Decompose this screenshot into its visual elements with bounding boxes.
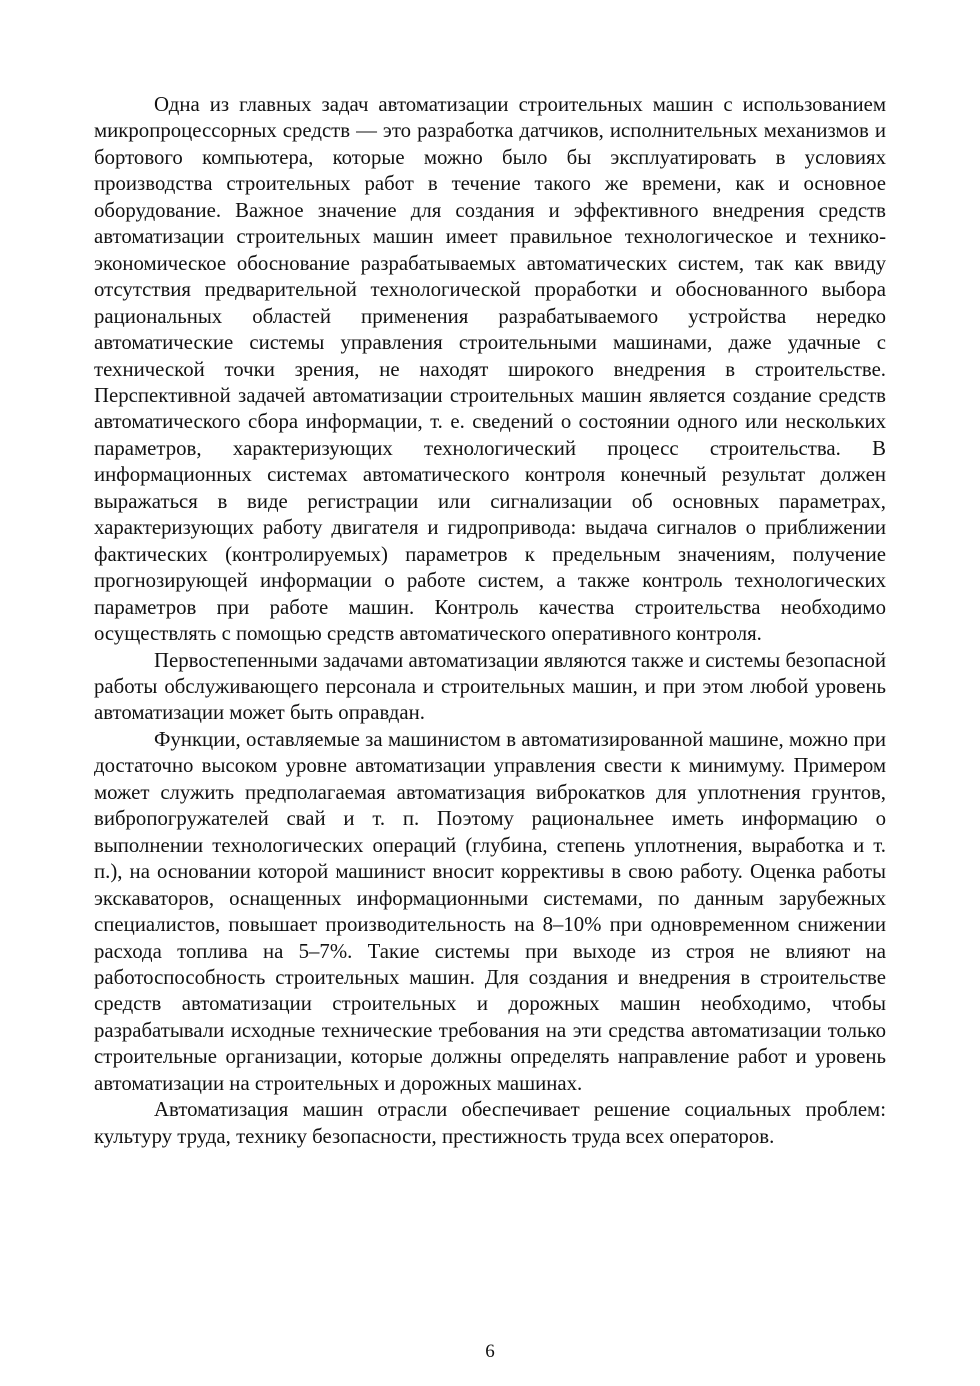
paragraph-operator-functions: Функции, оставляемые за машинистом в автоматизированной машине, можно при достаточно высоком уровне автоматизации управления свести к минимуму. Примером может служить предполагаемая автоматизация виброкатков для уплотнения грунтов, вибропогружателей свай и т. п. Поэтому рациональнее иметь информацию о выполнении технологических операций (глубина, степень уплотнения, выработка и т. п.), на основании которой машинист вносит коррективы в свою работу. Оценка работы экскаваторов, оснащенных информационными системами, по данным зарубежных специалистов, повышает производительность на 8–10% при одновременном снижении расхода топлива на 5–7%. Такие системы при выходе из строя не влияют на работоспособность строительных машин. Для создания и внедрения в строительстве средств автоматизации строительных и дорожных машин необходимо, чтобы разрабатывали исходные технические требования на эти средства автоматизации только строительные организации, которые должны определять направление работ и уровень автоматизации на строительных и дорожных машинах.: [94, 727, 886, 1095]
page-number: 6: [485, 1341, 495, 1362]
paragraph-social-problems: Автоматизация машин отрасли обеспечивает решение социальных проблем: культуру труда, технику безопасности, престижность труда всех операторов.: [94, 1098, 886, 1148]
paragraph-safety-systems: Первостепенными задачами автоматизации являются также и системы безопасной работы обслуживающего персонала и строительных машин, и при этом любой уровень автоматизации может быть оправдан.: [94, 648, 886, 725]
paragraph-automation-tasks: Одна из главных задач автоматизации строительных машин с использованием микропроцессорных средств — это разработка датчиков, исполнительных механизмов и бортового компьютера, которые можно было бы эксплуатировать в условиях производства строительных работ в течение такого же времени, как и основное оборудование. Важное значение для создания и эффективного внедрения средств автоматизации строительных машин имеет правильное технологическое и технико-экономическое обоснование разрабатываемых автоматических систем, так как ввиду отсутствия предварительной технологической проработки и обоснованного выбора рациональных областей применения разрабатываемого устройства нередко автоматические системы управления строительными машинами, даже удачные с технической точки зрения, не находят широкого внедрения в строительстве. Перспективной задачей автоматизации строительных машин является создание средств автоматического сбора информации, т. е. сведений о состоянии одного или нескольких параметров, характеризующих технологический процесс строительства. В информационных системах автоматического контроля конечный результат должен выражаться в виде регистрации или сигнализации об основных параметрах, характеризующих работу двигателя и гидропривода: выдача сигналов о приближении фактических (контролируемых) параметров к предельным значениям, получение прогнозирующей информации о работе систем, а также контроль технологических параметров при работе машин. Контроль качества строительства необходимо осуществлять с помощью средств автоматического оперативного контроля.: [94, 93, 886, 646]
body-text: [94, 92, 886, 1150]
